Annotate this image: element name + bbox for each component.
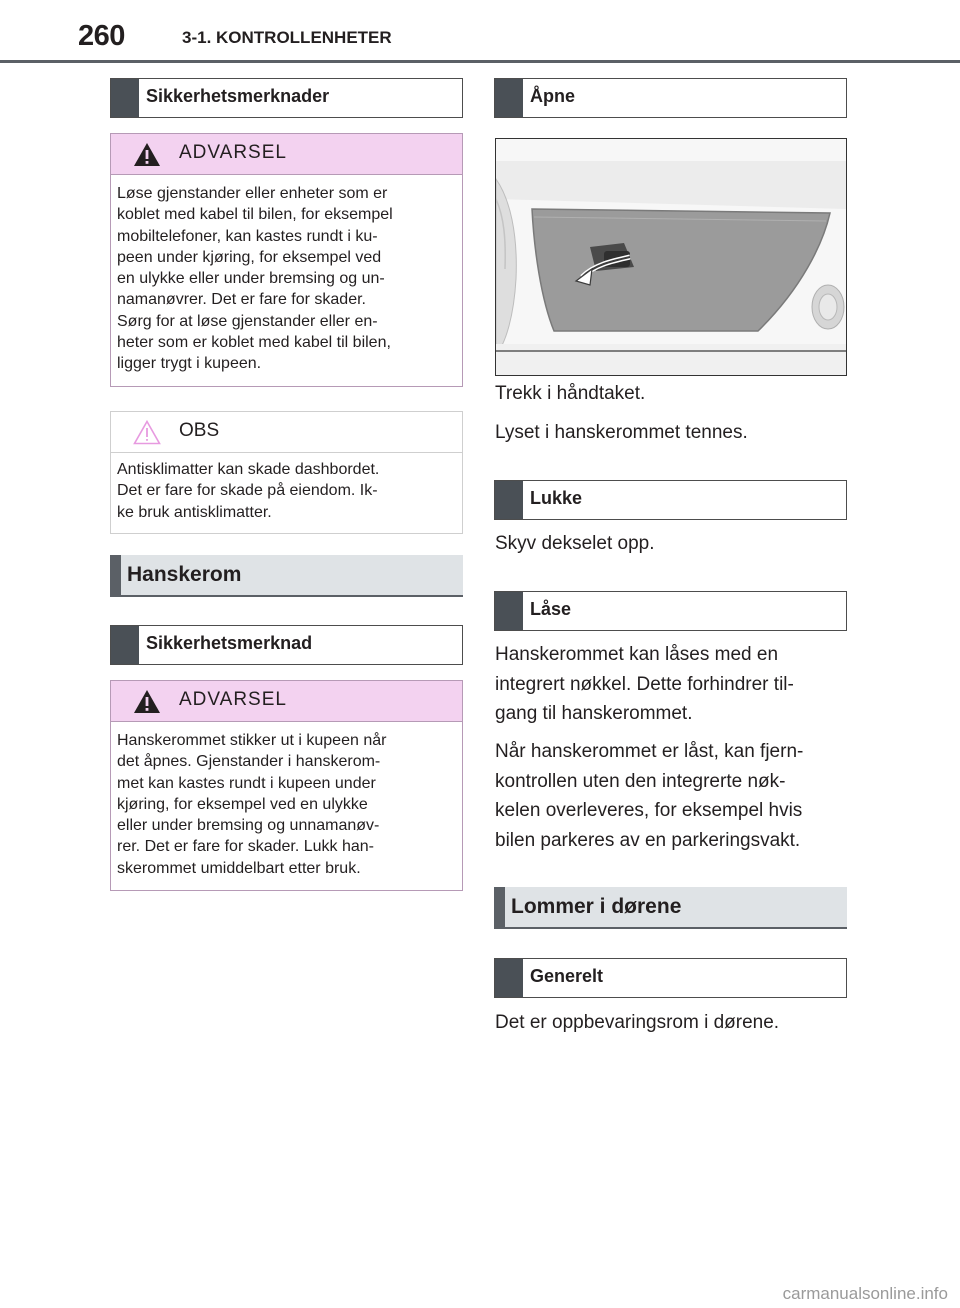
subheading-text: Sikkerhetsmerknader [146, 86, 330, 106]
paragraph-lock-key [495, 640, 855, 729]
warning-header [111, 681, 462, 722]
paragraph-push-cover: Skyv dekselet opp. [495, 533, 655, 554]
warning-body [111, 722, 462, 879]
paragraph-light-on: Lyset i hanskerommet tennes. [495, 422, 748, 443]
warning-box-glovebox [110, 680, 463, 891]
warning-line: det åpnes. Gjenstander i hanskerom- [117, 753, 381, 771]
warning-line: kjøring, for eksempel ved en ulykke [117, 795, 368, 813]
paragraph-line: integrert nøkkel. Dette forhindrer til- [495, 673, 794, 695]
section-bar [110, 555, 121, 597]
subheading-open [494, 78, 847, 118]
paragraph-line: kelen overleveres, for eksempel hvis [495, 800, 803, 821]
watermark: carmanualsonline.info [782, 1284, 948, 1303]
warning-line: koblet med kabel til bilen, for eksempel [117, 206, 393, 224]
glovebox-illustration [495, 138, 847, 376]
notice-body [111, 453, 462, 523]
warning-line: Hanskerommet stikker ut i kupeen når [117, 732, 387, 749]
notice-line: Antisklimatter kan skade dashbordet. [117, 461, 380, 478]
warning-box-loose-objects [110, 133, 463, 387]
warning-line: skerommet umiddelbart etter bruk. [117, 859, 361, 877]
subheading-safety-notes [110, 78, 463, 118]
warning-line: Løse gjenstander eller enheter som er [117, 185, 388, 202]
notice-header [111, 412, 462, 453]
subheading-bar [495, 481, 523, 519]
warning-title: ADVARSEL [179, 142, 287, 163]
paragraph-door-storage: Det er oppbevaringsrom i dørene. [495, 1012, 780, 1033]
warning-triangle-icon [133, 689, 161, 714]
paragraph-line: gang til hanskerommet. [495, 703, 693, 724]
subheading-bar [495, 959, 523, 997]
subheading-close [494, 480, 847, 520]
subheading-bar [495, 79, 523, 117]
subheading-text: Generelt [530, 966, 604, 986]
section-bar [494, 887, 505, 929]
chapter-title: 3-1. KONTROLLENHETER [182, 28, 392, 47]
section-heading-text: Lommer i dørene [511, 895, 682, 918]
warning-line: ligger trygt i kupeen. [117, 355, 262, 373]
warning-line: rer. Det er fare for skader. Lukk han- [117, 838, 375, 856]
subheading-lock [494, 591, 847, 631]
subheading-bar [495, 592, 523, 630]
subheading-text: Lukke [530, 488, 583, 508]
subheading-bar [111, 626, 139, 664]
warning-line: eller under bremsing og unnamanøv- [117, 817, 380, 835]
subheading-safety-note [110, 625, 463, 665]
subheading-text: Sikkerhetsmerknad [146, 633, 313, 653]
subheading-bar [111, 79, 139, 117]
paragraph-pull-handle: Trekk i håndtaket. [495, 383, 646, 404]
warning-line: mobiltelefoner, kan kastes rundt i ku- [117, 227, 378, 245]
warning-line: heter som er koblet med kabel til bilen, [117, 334, 391, 352]
section-heading-glovebox [110, 555, 463, 597]
notice-line: ke bruk antisklimatter. [117, 503, 272, 521]
paragraph-line: kontrollen uten den integrerte nøk- [495, 770, 786, 792]
notice-title: OBS [179, 420, 220, 441]
warning-line: namanøvrer. Det er fare for skader. [117, 291, 366, 309]
warning-header [111, 134, 462, 175]
warning-line: met kan kastes rundt i kupeen under [117, 774, 376, 792]
warning-triangle-icon [133, 142, 161, 167]
warning-line: en ulykke eller under bremsing og un- [117, 270, 385, 288]
paragraph-line: bilen parkeres av en parkeringsvakt. [495, 829, 801, 851]
glovebox-handle-figure [496, 139, 846, 375]
header-rule [0, 60, 960, 63]
paragraph-lock-valet [495, 737, 855, 855]
page-number: 260 [78, 20, 125, 52]
paragraph-line: Når hanskerommet er låst, kan fjern- [495, 741, 804, 762]
subheading-text: Åpne [530, 86, 575, 106]
notice-triangle-icon [133, 420, 161, 445]
subheading-general [494, 958, 847, 998]
warning-line: peen under kjøring, for eksempel ved [117, 248, 382, 266]
notice-box-antislip [110, 411, 463, 534]
warning-line: Sørg for at løse gjenstander eller en- [117, 312, 378, 330]
warning-title: ADVARSEL [179, 689, 287, 710]
notice-line: Det er fare for skade på eiendom. Ik- [117, 482, 378, 500]
section-heading-text: Hanskerom [127, 563, 242, 586]
section-heading-door-pockets [494, 887, 847, 929]
warning-body [111, 175, 462, 375]
subheading-text: Låse [530, 599, 572, 619]
paragraph-line: Hanskerommet kan låses med en [495, 644, 779, 665]
